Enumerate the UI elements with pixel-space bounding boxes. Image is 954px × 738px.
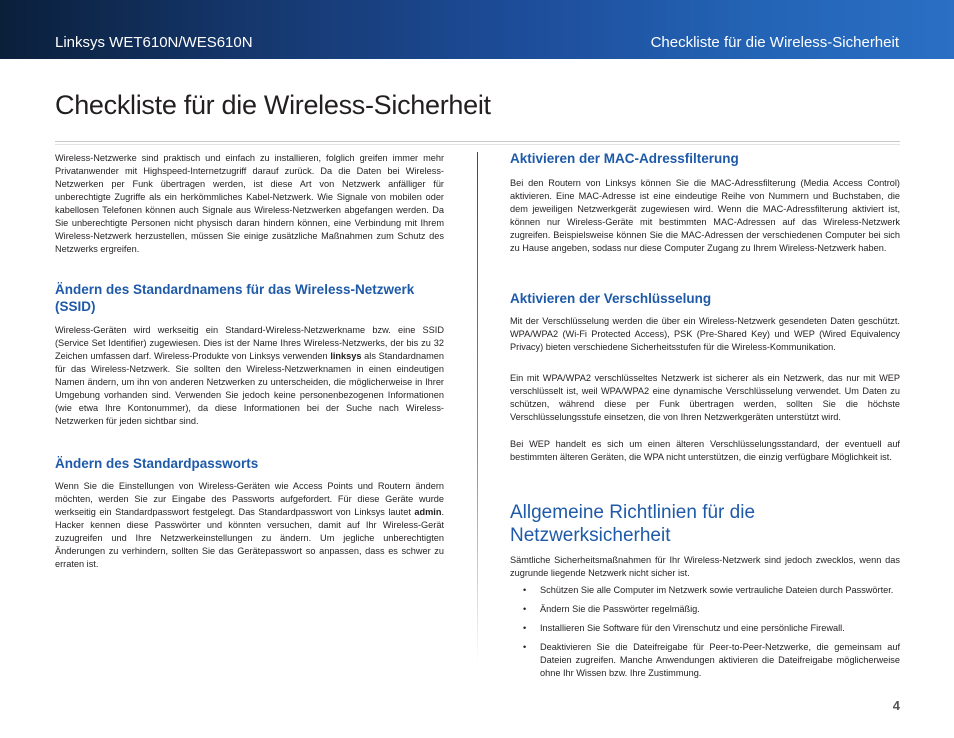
column-divider bbox=[477, 152, 478, 664]
bullet-icon: • bbox=[523, 623, 527, 633]
list-item bbox=[510, 603, 900, 616]
list-item bbox=[510, 584, 900, 597]
encryption-heading: Aktivieren der Verschlüsselung bbox=[510, 291, 712, 306]
ssid-paragraph bbox=[55, 324, 444, 428]
header-product-name: Linksys WET610N/WES610N bbox=[55, 34, 253, 51]
general-guidelines-paragraph bbox=[510, 554, 900, 580]
encryption-paragraph-2 bbox=[510, 372, 900, 424]
encryption-text-2: Ein mit WPA/WPA2 verschlüsseltes Netzwerk ist sicherer als ein Netzwerk, das nur mit WEP verschlüsselt ist, weil WPA/WPA2 eine dynamische Verschlüsselung verwendet. Um Daten zu schützen, während diese per Funk übertragen werden, sollten Sie die höchste Verschlüsselungsstufe einsetzen, die von Ihren Netzwerkgeräten unterstützt wird. bbox=[510, 373, 900, 422]
encryption-text-1: Mit der Verschlüsselung werden die über ein Wireless-Netzwerk gesendeten Daten geschützt. WPA/WPA2 (Wi-Fi Protected Access), PSK (Pre-Shared Key) und WEP (Wired Equivalency Privacy) bieten verschiedene Sicherheitsstufen für die Wireless-Kommunikation. bbox=[510, 316, 900, 352]
password-paragraph bbox=[55, 480, 444, 571]
default-password: admin bbox=[414, 507, 442, 517]
mac-filter-heading: Aktivieren der MAC-Adressfilterung bbox=[510, 151, 739, 166]
list-item bbox=[510, 622, 900, 635]
page-title: Checkliste für die Wireless-Sicherheit bbox=[55, 90, 491, 120]
mac-filter-paragraph bbox=[510, 177, 900, 255]
list-item-text: Schützen Sie alle Computer im Netzwerk sowie vertrauliche Dateien durch Passwörter. bbox=[540, 585, 894, 595]
page-number: 4 bbox=[892, 698, 900, 713]
password-heading: Ändern des Standardpassworts bbox=[55, 456, 259, 471]
header-section-name: Checkliste für die Wireless-Sicherheit bbox=[650, 34, 899, 51]
password-text-part2: . Hacker kennen diese Passwörter und könnten versuchen, damit auf Ihr Wireless-Gerät zuzugreifen und Ihre Netzwerkeinstellungen zu ändern. Um jegliche unberechtigten Änderungen zu verhindern, sollten Sie das Gerätepasswort so anpassen, dass es schwer zu erraten ist. bbox=[55, 507, 444, 569]
intro-text: Wireless-Netzwerke sind praktisch und einfach zu installieren, folglich greifen immer mehr Privatanwender mit Highspeed-Internetzugriff darauf zurück. Da die Daten bei Wireless-Netzwerken per Funk übertragen werden, ist diese Art von Netzwerk anfälliger für unberechtigte Zugriffe als ein herkömmliches Kabel-Netzwerk. Wie Signale von mobilen oder kabellosen Telefonen können auch Signale aus Wireless-Netzwerken abgefangen werden. Da Sie unberechtigte Personen nicht physisch daran hindern können, eine Verbindung mit Ihrem Wireless-Netzwerk herzustellen, müssen Sie einige zusätzliche Maßnahmen zum Schutz des Netzwerks ergreifen. bbox=[55, 153, 444, 254]
encryption-paragraph-3 bbox=[510, 438, 900, 464]
title-rule bbox=[55, 141, 900, 142]
ssid-heading: Ändern des Standardnamens für das Wireless-Netzwerk (SSID) bbox=[55, 282, 415, 314]
bullet-icon: • bbox=[523, 642, 527, 652]
title-rule-secondary bbox=[55, 144, 900, 145]
mac-filter-text: Bei den Routern von Linksys können Sie die MAC-Adressfilterung (Media Access Control) aktivieren. Eine MAC-Adresse ist eine eindeutige Reihe von Nummern und Buchstaben, die dem jeweiligen Netzwerkgerät zugewiesen wird. Wenn die MAC-Adressfilterung aktiviert ist, können nur Wireless-Geräte mit bestimmten MAC-Adressen auf das Wireless-Netzwerk zugreifen. Beispielsweise können Sie die MAC-Adressen der verschiedenen Computer bei sich zu Hause angeben, sodass nur diese Computer Zugang zu Ihrem Wireless-Netzwerk haben. bbox=[510, 178, 900, 253]
list-item-text: Deaktivieren Sie die Dateifreigabe für Peer-to-Peer-Netzwerke, die gemeinsam auf Dateien zugreifen. Manche Anwendungen aktivieren die Dateifreigabe möglicherweise ohne Ihr Wissen bzw. Ihre Zustimmung. bbox=[540, 642, 900, 678]
general-guidelines-text: Sämtliche Sicherheitsmaßnahmen für Ihr Wireless-Netzwerk sind jedoch zwecklos, wenn das zugrunde liegende Netzwerk nicht sicher ist. bbox=[510, 555, 900, 578]
intro-paragraph bbox=[55, 152, 444, 256]
list-item-text: Installieren Sie Software für den Virenschutz und eine persönliche Firewall. bbox=[540, 623, 845, 633]
ssid-default-name: linksys bbox=[330, 351, 362, 361]
encryption-paragraph-1 bbox=[510, 315, 900, 354]
list-item-text: Ändern Sie die Passwörter regelmäßig. bbox=[540, 604, 700, 614]
general-guidelines-heading: Allgemeine Richtlinien für die Netzwerksicherheit bbox=[510, 502, 756, 546]
bullet-icon: • bbox=[523, 604, 527, 614]
ssid-text-part2: als Standardnamen für das Wireless-Netzwerk. Sie sollten den Wireless-Netzwerknamen in einen eindeutigen Namen ändern, um ihn von anderen Netzwerken zu unterscheiden, die möglicherweise in Ihrer Umgebung vorhanden sind. Verwenden Sie jedoch keine personenbezogenen Informationen (wie etwa Ihre Kontonummer), da diese Informationen bei der Suche nach Wireless-Netzwerken für jeden sichtbar sind. bbox=[55, 351, 445, 426]
encryption-text-3: Bei WEP handelt es sich um einen älteren Verschlüsselungsstandard, der eventuell auf bestimmten älteren Geräten, die WPA nicht unterstützen, die einzig verfügbare Möglichkeit ist. bbox=[510, 439, 900, 462]
page-header-bar bbox=[0, 0, 954, 59]
security-tips-list bbox=[510, 584, 900, 680]
ssid-text-part1: Wireless-Geräten wird werkseitig ein Standard-Wireless-Netzwerkname bzw. eine SSID (Service Set Identifier) zugewiesen. Dies ist der Name Ihres Wireless-Netzwerks, der bis zu 32 Zeichen umfassen darf. Wireless-Produkte von Linksys verwenden bbox=[55, 325, 444, 361]
password-text-part1: Wenn Sie die Einstellungen von Wireless-Geräten wie Access Points und Routern ändern möchten, werden Sie zur Eingabe des Passworts aufgefordert. Für diese Geräte wurde werkseitig ein Standardpasswort festgelegt. Das Standardpasswort von Linksys lautet bbox=[55, 481, 444, 517]
list-item bbox=[510, 641, 900, 680]
bullet-icon: • bbox=[523, 585, 527, 595]
